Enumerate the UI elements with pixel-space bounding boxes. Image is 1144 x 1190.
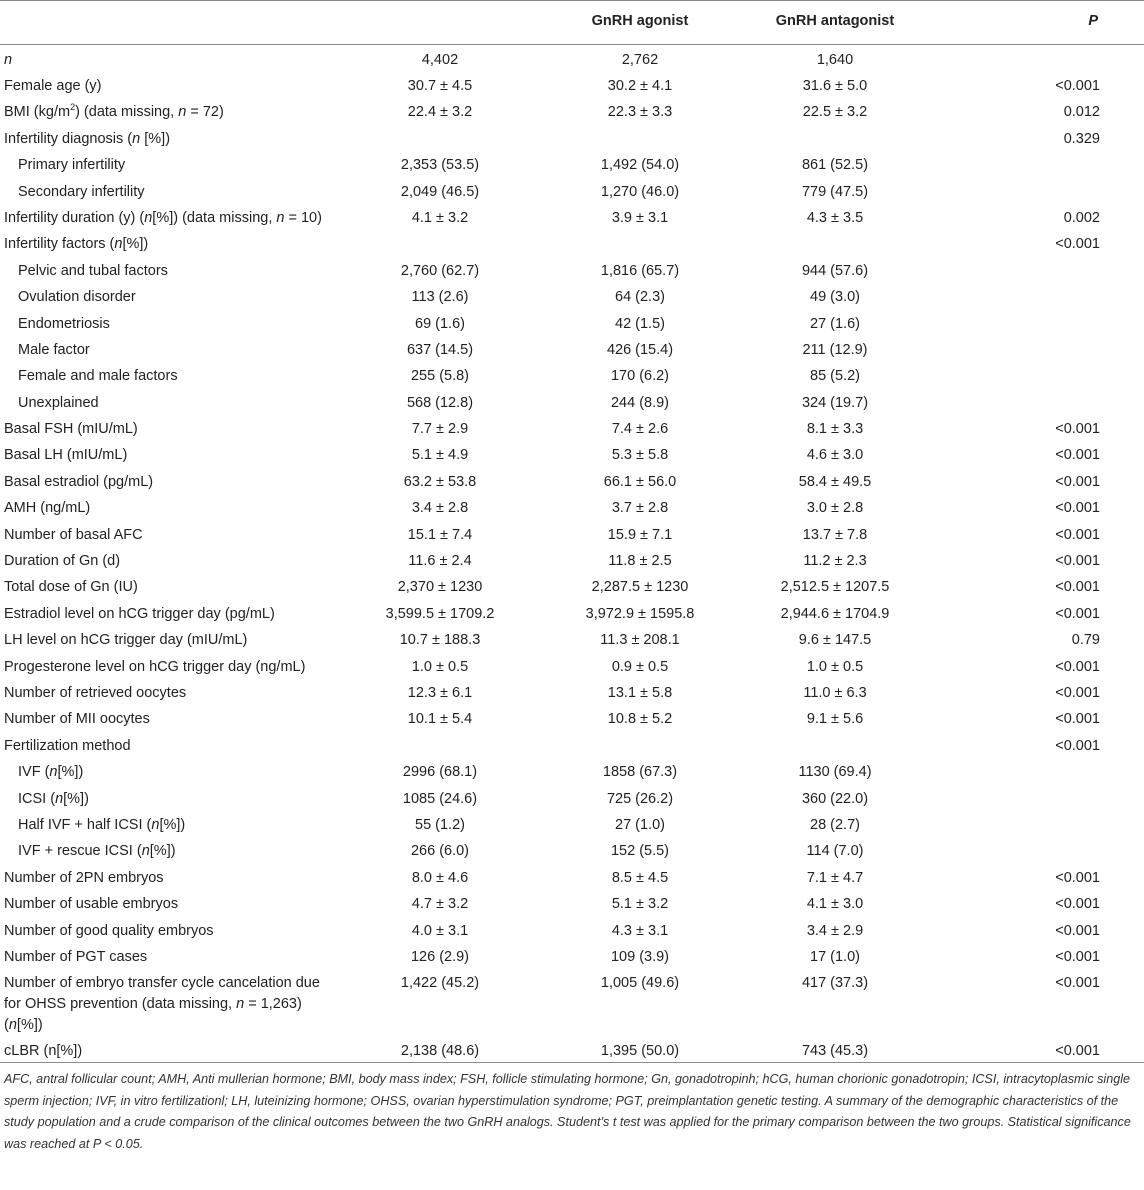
cell-agonist: 2,287.5 ± 1230	[591, 579, 689, 596]
cell-antagonist: 22.5 ± 3.2	[802, 104, 868, 121]
cell-p-value: <0.001	[1055, 948, 1100, 965]
cell-agonist: 2,762	[621, 52, 659, 68]
cell-total: 126 (2.9)	[410, 948, 470, 965]
row-label: IVF + rescue ICSI (n[%])	[18, 843, 176, 860]
table-row	[0, 309, 1144, 335]
cell-p-value: <0.001	[1055, 526, 1100, 543]
cell-p-value	[930, 836, 1144, 862]
table-row	[0, 652, 1144, 678]
table-row	[0, 150, 1144, 176]
table-row	[0, 599, 1144, 625]
cell-agonist: 1,005 (49.6)	[600, 975, 680, 992]
cell-agonist: 725 (26.2)	[606, 790, 674, 807]
table-row	[0, 493, 1144, 519]
cell-antagonist: 779 (47.5)	[801, 183, 869, 200]
row-label: Basal estradiol (pg/mL)	[4, 473, 154, 490]
row-label: Number of MII oocytes	[4, 711, 150, 728]
header-row	[0, 1, 1144, 45]
cell-antagonist: 861 (52.5)	[801, 157, 869, 174]
cell-total: 2,370 ± 1230	[397, 579, 483, 596]
cell-agonist: 4.3 ± 3.1	[611, 922, 669, 939]
table-body	[0, 45, 1144, 1063]
cell-agonist: 5.1 ± 3.2	[611, 896, 669, 913]
cell-p-value: <0.001	[1055, 553, 1100, 570]
row-label: Number of basal AFC	[4, 526, 143, 543]
cell-total: 10.1 ± 5.4	[407, 711, 473, 728]
cell-antagonist: 324 (19.7)	[801, 394, 869, 411]
row-label: Ovulation disorder	[18, 289, 136, 306]
cell-total: 8.0 ± 4.6	[411, 869, 469, 886]
row-label: Infertility diagnosis (n [%])	[4, 130, 171, 147]
cell-antagonist: 9.1 ± 5.6	[806, 711, 864, 728]
cell-antagonist: 114 (7.0)	[806, 843, 864, 860]
table-row	[0, 836, 1144, 862]
cell-p-value: <0.001	[1055, 658, 1100, 675]
row-label: Fertilization method	[4, 737, 131, 754]
cell-agonist: 1,816 (65.7)	[600, 262, 680, 279]
table-row	[0, 704, 1144, 730]
cell-total: 4.1 ± 3.2	[411, 209, 469, 226]
table-row	[0, 177, 1144, 203]
cell-total	[340, 229, 540, 255]
cell-total: 55 (1.2)	[415, 816, 465, 833]
cell-antagonist	[740, 731, 930, 757]
table-row	[0, 968, 1144, 1036]
cell-agonist: 7.4 ± 2.6	[611, 421, 669, 438]
cell-p-value	[930, 282, 1144, 308]
row-label: Total dose of Gn (IU)	[4, 579, 138, 596]
cell-antagonist: 1130 (69.4)	[798, 764, 872, 781]
cell-antagonist: 7.1 ± 4.7	[806, 869, 864, 886]
cell-antagonist: 743 (45.3)	[801, 1043, 869, 1060]
cell-p-value: 0.329	[1063, 130, 1100, 147]
cell-agonist: 15.9 ± 7.1	[607, 526, 673, 543]
cell-antagonist: 4.3 ± 3.5	[806, 209, 864, 226]
cell-agonist: 426 (15.4)	[606, 341, 674, 358]
row-label: Duration of Gn (d)	[4, 553, 121, 570]
table-row	[0, 256, 1144, 282]
row-label: Female age (y)	[4, 78, 102, 94]
cell-p-value: <0.001	[1055, 922, 1100, 939]
cell-agonist: 109 (3.9)	[610, 948, 670, 965]
cell-p-value: <0.001	[1055, 711, 1100, 728]
cell-agonist: 1858 (67.3)	[602, 764, 678, 781]
cell-agonist	[540, 124, 740, 150]
cell-total: 3.4 ± 2.8	[411, 500, 469, 517]
row-label: Number of embryo transfer cycle cancelation due for OHSS prevention (data missing, n = 1,263) (n[%])	[4, 975, 320, 1034]
cell-total: 255 (5.8)	[410, 368, 470, 385]
row-label: Basal FSH (mIU/mL)	[4, 421, 138, 438]
table-row	[0, 784, 1144, 810]
table-row	[0, 572, 1144, 598]
cell-antagonist: 49 (3.0)	[810, 289, 860, 306]
cell-p-value	[930, 256, 1144, 282]
cell-agonist: 5.3 ± 5.8	[611, 447, 669, 464]
table-row	[0, 388, 1144, 414]
table-row	[0, 467, 1144, 493]
cell-total: 10.7 ± 188.3	[399, 632, 481, 649]
row-label: Number of usable embryos	[4, 896, 179, 913]
cell-p-value	[930, 150, 1144, 176]
cell-total: 2,760 (62.7)	[400, 262, 480, 279]
cell-total: 4.0 ± 3.1	[411, 922, 469, 939]
table-row	[0, 282, 1144, 308]
table-row	[0, 863, 1144, 889]
cell-antagonist: 8.1 ± 3.3	[806, 421, 864, 438]
cell-antagonist: 13.7 ± 7.8	[802, 526, 868, 543]
cell-antagonist: 11.2 ± 2.3	[803, 553, 867, 570]
row-label: Infertility duration (y) (n[%]) (data missing, n = 10)	[4, 209, 322, 226]
table-row	[0, 546, 1144, 572]
row-label: AMH (ng/mL)	[4, 500, 91, 517]
row-label: Female and male factors	[18, 368, 178, 385]
cell-p-value	[930, 757, 1144, 783]
table-row	[0, 520, 1144, 546]
cell-agonist: 3.9 ± 3.1	[611, 209, 669, 226]
cell-total	[340, 124, 540, 150]
table-row	[0, 45, 1144, 72]
row-label: Number of good quality embryos	[4, 922, 214, 939]
cell-agonist: 1,270 (46.0)	[600, 183, 680, 200]
cell-p-value	[930, 45, 1144, 72]
cell-agonist: 66.1 ± 56.0	[603, 473, 677, 490]
cell-agonist: 10.8 ± 5.2	[607, 711, 673, 728]
cell-total: 3,599.5 ± 1709.2	[385, 605, 495, 622]
row-label: cLBR (n[%])	[4, 1043, 83, 1060]
cell-p-value: <0.001	[1055, 896, 1100, 913]
cell-antagonist: 17 (1.0)	[810, 948, 860, 965]
cell-agonist: 3,972.9 ± 1595.8	[585, 605, 695, 622]
cell-total: 15.1 ± 7.4	[407, 526, 473, 543]
cell-agonist: 0.9 ± 0.5	[611, 658, 669, 675]
cell-total: 4.7 ± 3.2	[411, 896, 469, 913]
table-row	[0, 414, 1144, 440]
cell-total: 2996 (68.1)	[402, 764, 478, 781]
cell-antagonist: 58.4 ± 49.5	[798, 473, 872, 490]
cell-total: 568 (12.8)	[406, 394, 474, 411]
table-footnote: AFC, antral follicular count; AMH, Anti mullerian hormone; BMI, body mass index; FSH, follicle stimulating hormone; Gn, gonadotropinh; hCG, human chorionic gonadotropin; ICSI, intracytoplasmic single sperm injection; IVF, in vitro fertilizationl; LH, luteinizing hormone; OHSS, ovarian hyperstimulation syndrome; PGT, preimplantation genetic testing. A summary of the demographic characteristics of the study population and a crude comparison of the clinical outcomes between the two GnRH analogs. Student’s t test was applied for the primary comparison between the two groups. Statistical significance was reached at P < 0.05.	[4, 1072, 1131, 1151]
cell-total: 2,049 (46.5)	[400, 183, 480, 200]
cell-antagonist: 3.0 ± 2.8	[806, 500, 864, 517]
row-label: BMI $(kg/m^2)$ (data missing, n = 72)	[4, 102, 224, 121]
table-row	[0, 229, 1144, 255]
row-label: Estradiol level on hCG trigger day (pg/mL)	[4, 605, 275, 622]
cell-agonist: 42 (1.5)	[615, 315, 665, 332]
table-row	[0, 889, 1144, 915]
cell-total: 266 (6.0)	[410, 843, 470, 860]
header-antagonist: GnRH antagonist	[775, 13, 895, 29]
cell-antagonist: 27 (1.6)	[810, 315, 860, 332]
cell-p-value: <0.001	[1055, 869, 1100, 886]
cell-agonist: 170 (6.2)	[610, 368, 670, 385]
cell-total: 30.7 ± 4.5	[407, 78, 473, 94]
cell-total: 69 (1.6)	[415, 315, 465, 332]
cell-total: 113 (2.6)	[411, 289, 469, 306]
row-label: Pelvic and tubal factors	[18, 262, 168, 279]
cell-agonist	[540, 229, 740, 255]
cell-p-value: <0.001	[1055, 684, 1100, 701]
cell-p-value: <0.001	[1055, 579, 1100, 596]
table-row	[0, 810, 1144, 836]
table-row	[0, 757, 1144, 783]
row-label: IVF (n[%])	[18, 764, 84, 781]
cell-total: 7.7 ± 2.9	[411, 421, 469, 438]
cell-p-value: <0.001	[1055, 975, 1100, 992]
cell-antagonist: 417 (37.3)	[801, 975, 869, 992]
cell-agonist: 11.8 ± 2.5	[608, 553, 672, 570]
table-header	[0, 1, 1144, 45]
cell-total	[340, 731, 540, 757]
cell-p-value: <0.001	[1055, 421, 1100, 438]
table-row	[0, 1036, 1144, 1063]
cell-total: 2,138 (48.6)	[400, 1043, 480, 1060]
cell-total: 11.6 ± 2.4	[408, 553, 472, 570]
table-row	[0, 203, 1144, 229]
cell-agonist: 13.1 ± 5.8	[607, 684, 673, 701]
cell-total: 5.1 ± 4.9	[411, 447, 469, 464]
row-label: Secondary infertility	[18, 183, 145, 200]
cell-agonist: 27 (1.0)	[615, 816, 665, 833]
table-row	[0, 731, 1144, 757]
cell-p-value: <0.001	[1055, 737, 1100, 754]
cell-antagonist: 4.6 ± 3.0	[806, 447, 864, 464]
table-row	[0, 335, 1144, 361]
row-label: Male factor	[18, 341, 90, 358]
cell-total: 1085 (24.6)	[402, 790, 478, 807]
cell-antagonist: 11.0 ± 6.3	[803, 684, 867, 701]
cell-antagonist: 944 (57.6)	[801, 262, 869, 279]
header-p-value: P	[1088, 13, 1098, 29]
cell-antagonist: 85 (5.2)	[810, 368, 860, 385]
cell-p-value: <0.001	[1055, 473, 1100, 490]
cell-antagonist: 2,944.6 ± 1704.9	[780, 605, 890, 622]
cell-agonist: 8.5 ± 4.5	[611, 869, 669, 886]
table-row	[0, 71, 1144, 97]
cell-agonist: 244 (8.9)	[610, 394, 670, 411]
row-label: Primary infertility	[18, 157, 126, 174]
cell-p-value	[930, 335, 1144, 361]
header-agonist: GnRH agonist	[591, 13, 689, 29]
cell-antagonist: 3.4 ± 2.9	[806, 922, 864, 939]
row-label: Basal LH (mIU/mL)	[4, 447, 128, 464]
row-label: Half IVF + half ICSI (n[%])	[18, 816, 186, 833]
cell-antagonist: 28 (2.7)	[810, 816, 860, 833]
cell-total: 1,422 (45.2)	[400, 975, 480, 992]
cell-agonist: 64 (2.3)	[615, 289, 665, 306]
table-row	[0, 916, 1144, 942]
cell-antagonist: 1,640	[816, 52, 854, 68]
table-row	[0, 625, 1144, 651]
cell-p-value: 0.002	[1063, 209, 1100, 226]
cell-p-value	[930, 361, 1144, 387]
table-row	[0, 124, 1144, 150]
table-row	[0, 440, 1144, 466]
row-label: Endometriosis	[18, 315, 110, 332]
cell-agonist: 1,492 (54.0)	[600, 157, 680, 174]
table-row	[0, 97, 1144, 123]
cell-p-value: 0.79	[1071, 632, 1100, 649]
row-label: ICSI (n[%])	[18, 790, 89, 807]
cell-agonist: 1,395 (50.0)	[600, 1043, 680, 1060]
cell-antagonist: 1.0 ± 0.5	[806, 658, 864, 675]
cell-antagonist: 360 (22.0)	[801, 790, 869, 807]
table-row	[0, 361, 1144, 387]
cell-p-value: <0.001	[1055, 1043, 1100, 1060]
cell-agonist: 152 (5.5)	[610, 843, 670, 860]
row-label: LH level on hCG trigger day (mIU/mL)	[4, 632, 248, 649]
cell-total: 12.3 ± 6.1	[407, 684, 473, 701]
cell-total: 637 (14.5)	[406, 341, 474, 358]
cell-p-value: <0.001	[1055, 236, 1100, 253]
row-label: Number of retrieved oocytes	[4, 684, 187, 701]
cell-p-value	[930, 784, 1144, 810]
cell-p-value: 0.012	[1063, 104, 1100, 121]
cell-p-value	[930, 177, 1144, 203]
row-label: n	[4, 52, 13, 68]
cell-p-value	[930, 309, 1144, 335]
row-label: Unexplained	[18, 394, 99, 411]
cell-antagonist: 211 (12.9)	[802, 341, 868, 358]
cell-agonist: 3.7 ± 2.8	[611, 500, 669, 517]
cell-agonist	[540, 731, 740, 757]
cell-agonist: 30.2 ± 4.1	[607, 78, 673, 94]
cell-total: 4,402	[421, 52, 459, 68]
row-label: Number of PGT cases	[4, 948, 148, 965]
cell-total: 63.2 ± 53.8	[403, 473, 477, 490]
cell-antagonist: 9.6 ± 147.5	[798, 632, 872, 649]
cell-agonist: 11.3 ± 208.1	[600, 632, 680, 649]
cell-antagonist: 2,512.5 ± 1207.5	[780, 579, 890, 596]
header-total	[340, 1, 540, 45]
table-row	[0, 942, 1144, 968]
cell-p-value: <0.001	[1055, 605, 1100, 622]
header-label	[0, 1, 340, 45]
cell-antagonist	[740, 229, 930, 255]
row-label: Number of 2PN embryos	[4, 869, 164, 886]
table-row	[0, 678, 1144, 704]
cell-antagonist: 4.1 ± 3.0	[806, 896, 864, 913]
cell-total: 2,353 (53.5)	[400, 157, 480, 174]
cell-p-value: <0.001	[1055, 78, 1100, 94]
cell-p-value	[930, 810, 1144, 836]
cell-antagonist: 31.6 ± 5.0	[802, 78, 868, 94]
cell-p-value: <0.001	[1055, 447, 1100, 464]
cell-p-value: <0.001	[1055, 500, 1100, 517]
row-label: Progesterone level on hCG trigger day (ng/mL)	[4, 658, 306, 675]
row-label: Infertility factors (n[%])	[4, 236, 149, 253]
cell-agonist: 22.3 ± 3.3	[607, 104, 673, 121]
cell-p-value	[930, 388, 1144, 414]
cell-total: 1.0 ± 0.5	[411, 658, 469, 675]
cell-total: 22.4 ± 3.2	[407, 104, 473, 121]
cell-antagonist	[740, 124, 930, 150]
